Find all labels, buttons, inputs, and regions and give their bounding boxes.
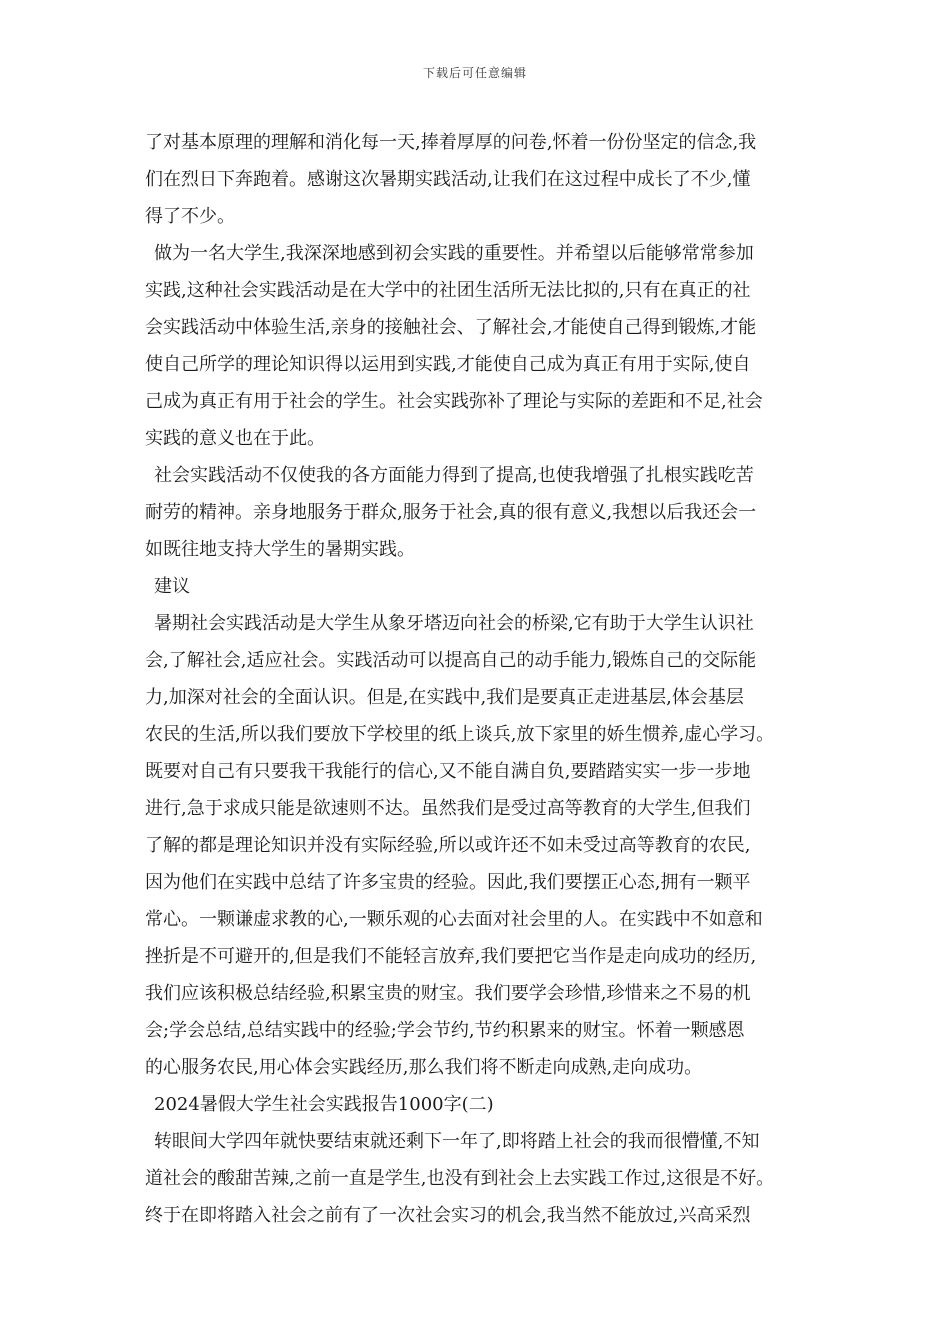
text-line: 社会实践活动不仅使我的各方面能力得到了提高,也使我增强了扎根实践吃苦	[154, 465, 754, 486]
text-line: 常心。一颗谦虚求教的心,一颗乐观的心去面对社会里的人。在实践中不如意和	[145, 909, 763, 930]
text-line: 实践的意义也在于此。	[145, 428, 325, 449]
document-body	[145, 124, 815, 1234]
text-line: 我们应该积极总结经验,积累宝贵的财宝。我们要学会珍惜,珍惜来之不易的机	[145, 983, 751, 1004]
text-line: 做为一名大学生,我深深地感到初会实践的重要性。并希望以后能够常常参加	[154, 243, 754, 264]
text-line: 实践,这种社会实践活动是在大学中的社团生活所无法比拟的,只有在真正的社	[145, 280, 751, 301]
text-line: 终于在即将踏入社会之前有了一次社会实习的机会,我当然不能放过,兴高采烈	[145, 1205, 751, 1226]
text-line: 转眼间大学四年就快要结束就还剩下一年了,即将踏上社会的我而很懵懂,不知	[154, 1131, 760, 1152]
text-line: 因为他们在实践中总结了许多宝贵的经验。因此,我们要摆正心态,拥有一颗平	[145, 872, 751, 893]
text-line: 的心服务农民,用心体会实践经历,那么我们将不断走向成熟,走向成功。	[145, 1057, 703, 1078]
text-line: 暑期社会实践活动是大学生从象牙塔迈向社会的桥梁,它有助于大学生认识社	[154, 613, 754, 634]
page-header: 下载后可任意编辑	[422, 66, 527, 80]
text-line: 进行,急于求成只能是欲速则不达。虽然我们是受过高等教育的大学生,但我们	[145, 798, 751, 819]
text-line: 会,了解社会,适应社会。实践活动可以提高自己的动手能力,锻炼自己的交际能	[145, 650, 757, 671]
text-line: 挫折是不可避开的,但是我们不能轻言放弃,我们要把它当作是走向成功的经历,	[145, 946, 757, 967]
text-line: 会;学会总结,总结实践中的经验;学会节约,节约积累来的财宝。怀着一颗感恩	[145, 1020, 745, 1041]
text-line: 耐劳的精神。亲身地服务于群众,服务于社会,真的很有意义,我想以后我还会一	[145, 502, 757, 523]
text-line: 力,加深对社会的全面认识。但是,在实践中,我们是要真正走进基层,体会基层	[145, 687, 744, 708]
text-line: 了解的都是理论知识并没有实际经验,所以或许还不如未受过高等教育的农民,	[145, 835, 751, 856]
text-line: 既要对自己有只要我干我能行的信心,又不能自满自负,要踏踏实实一步一步地	[145, 761, 751, 782]
text-line: 农民的生活,所以我们要放下学校里的纸上谈兵,放下家里的娇生惯养,虚心学习。	[145, 724, 775, 745]
text-line: 己成为真正有用于社会的学生。社会实践弥补了理论与实际的差距和不足,社会	[145, 391, 763, 412]
text-line: 2024暑假大学生社会实践报告1000字(二)	[154, 1094, 494, 1115]
text-line: 得了不少。	[145, 206, 235, 227]
text-line: 了对基本原理的理解和消化每一天,捧着厚厚的问卷,怀着一份份坚定的信念,我	[145, 132, 757, 153]
text-line: 会实践活动中体验生活,亲身的接触社会、了解社会,才能使自己得到锻炼,才能	[145, 317, 757, 338]
text-line: 们在烈日下奔跑着。感谢这次暑期实践活动,让我们在这过程中成长了不少,懂	[145, 169, 751, 190]
text-line: 使自己所学的理论知识得以运用到实践,才能使自己成为真正有用于实际,使自	[145, 354, 751, 375]
text-line: 道社会的酸甜苦辣,之前一直是学生,也没有到社会上去实践工作过,这很是不好。	[145, 1168, 775, 1189]
text-line: 如既往地支持大学生的暑期实践。	[145, 539, 415, 560]
text-line: 建议	[154, 576, 190, 597]
